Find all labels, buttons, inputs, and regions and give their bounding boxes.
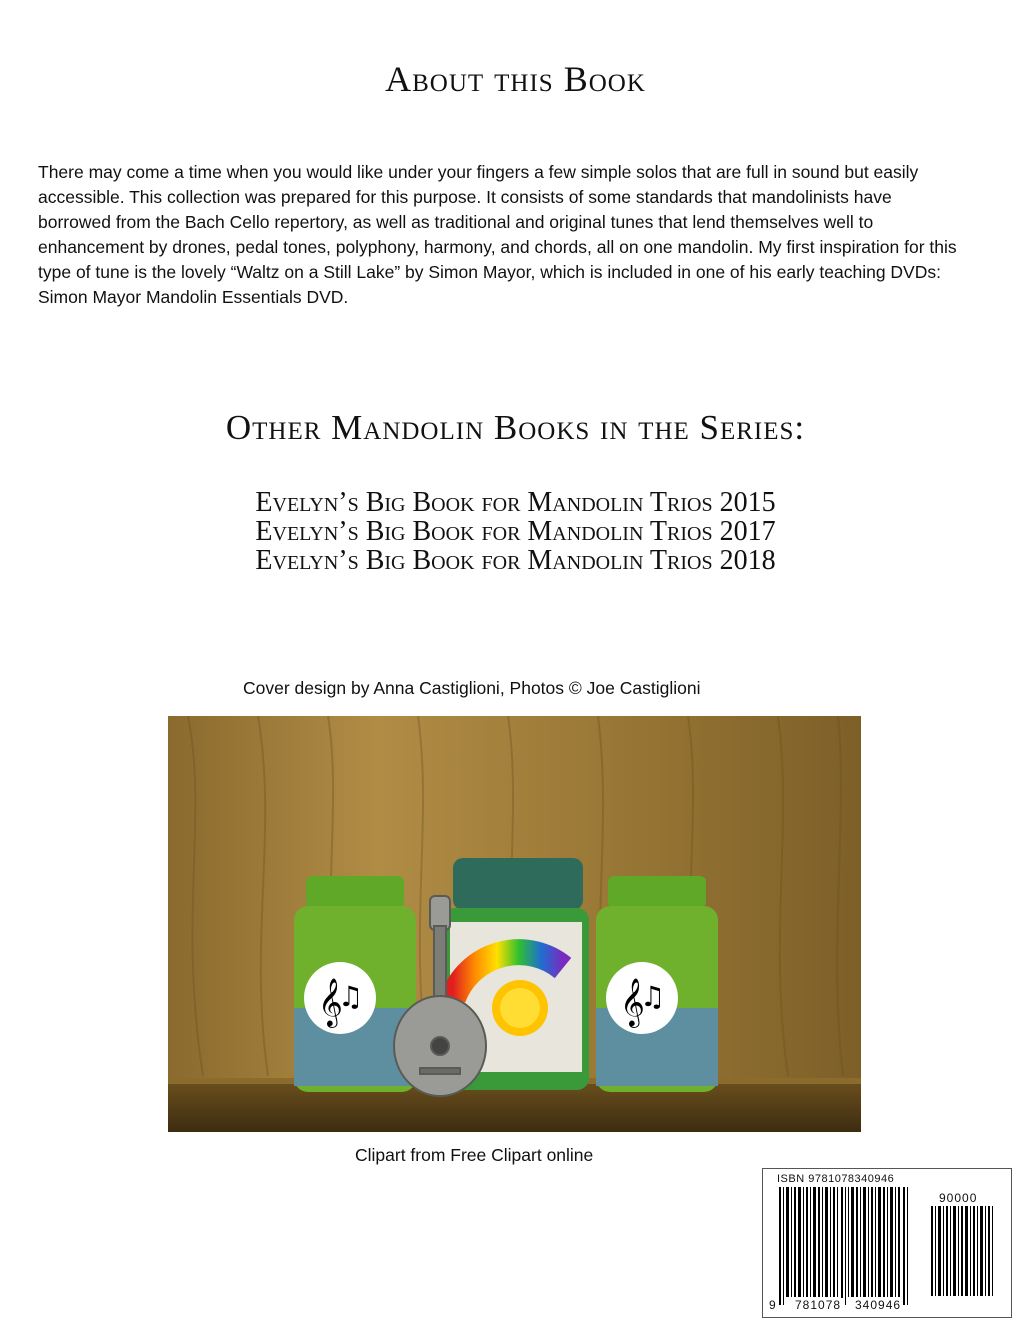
book-item: Evelyn’s Big Book for Mandolin Trios 2018 [255, 545, 776, 576]
series-heading: Other Mandolin Books in the Series: [225, 408, 806, 447]
cover-credit: Cover design by Anna Castiglioni, Photos © Joe Castiglioni [243, 678, 701, 698]
isbn-barcode [762, 1168, 1012, 1318]
about-heading: About this Book [385, 59, 646, 99]
addon-bars [931, 1206, 997, 1298]
right-jar [596, 876, 718, 1092]
svg-text:𝄞: 𝄞 [318, 977, 343, 1026]
book-item: Evelyn’s Big Book for Mandolin Trios 2017 [255, 516, 776, 547]
svg-text:♫: ♫ [640, 980, 666, 1013]
series-book-list [0, 488, 1031, 575]
svg-text:𝄞: 𝄞 [620, 977, 645, 1026]
barcode-first-digit: 9 [769, 1298, 776, 1312]
price-code: 90000 [939, 1191, 978, 1205]
about-paragraph: There may come a time when you would like under your fingers a few simple solos that are full in sound but easily accessible. This collection was prepared for this purpose. It consists of some standards that mandolinists have borrowed from the Bach Cello repertory, as well as traditional and original tunes that lend themselves well to enhancement by drones, pedal tones, polyphony, harmony, and chords, all on one mandolin. My first inspiration for this type of tune is the lovely “Waltz on a Still Lake” by Simon Mayor, which is included in one of his early teaching DVDs: Simon Mayor Mandolin Essentials DVD. [38, 162, 957, 307]
barcode-right-digits: 340946 [855, 1298, 902, 1312]
cover-photo [168, 716, 861, 1132]
clipart-credit: Clipart from Free Clipart online [355, 1145, 594, 1165]
book-item: Evelyn’s Big Book for Mandolin Trios 2015 [255, 487, 776, 518]
isbn-label: ISBN 9781078340946 [777, 1173, 895, 1185]
barcode-left-digits: 781078 [795, 1298, 842, 1312]
svg-text:♫: ♫ [338, 980, 364, 1013]
barcode-bars [779, 1187, 919, 1307]
